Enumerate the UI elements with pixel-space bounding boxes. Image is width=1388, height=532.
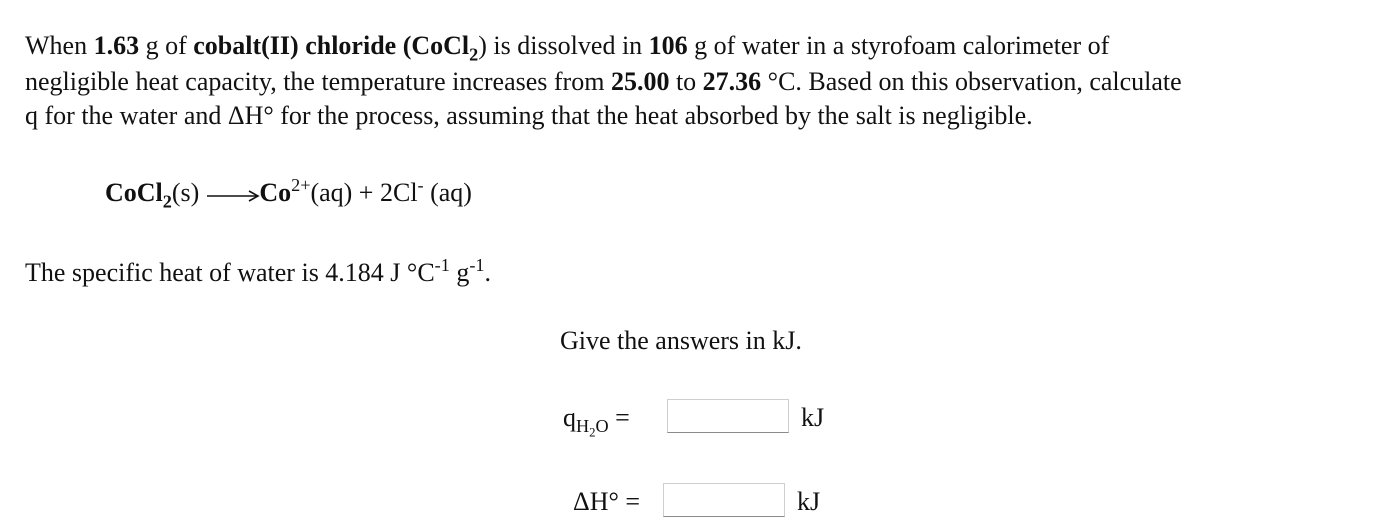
reaction-arrow-icon [205,182,261,208]
text-fragment: g [449,258,470,287]
text-fragment: g of [139,31,194,60]
label-sub-o: O [595,416,609,437]
salt-mass-value: 1.63 [93,31,140,60]
salt-name: cobalt(II) chloride [193,31,397,60]
water-mass-value: 106 [648,31,688,60]
final-temperature-value: 27.36 [702,67,762,96]
equals-sign: = [608,403,630,432]
product-text: (aq) + 2Cl [310,178,418,207]
text-fragment: . [484,258,491,287]
reactant-state: (s) [171,178,200,207]
specific-heat-statement [25,255,491,288]
problem-statement [25,26,1370,136]
answer-instruction: Give the answers in kJ. [560,326,802,355]
salt-formula-subscript: 2 [469,44,479,65]
product-cation: Co [259,178,292,207]
reactant-formula: CoCl [105,178,163,207]
delta-h-label: ΔH° = [573,487,641,516]
exponent: -1 [434,255,450,275]
q-water-label [563,403,630,440]
cation-charge: 2+ [291,175,311,195]
salt-formula: (CoCl [396,31,470,60]
problem-line-3: q for the water and ΔH° for the process, assuming that the heat absorbed by the salt is negligible. [25,101,1033,130]
anion-state: (aq) [423,178,472,207]
anion-charge: - [417,175,424,195]
label-sub-2: 2 [589,425,596,440]
q-water-input[interactable] [667,399,789,433]
text-fragment: g of water in a styrofoam calorimeter of [687,31,1110,60]
q-water-unit: kJ [801,403,825,432]
text-fragment: °C. Based on this observation, calculate [761,67,1182,96]
problem-line-1 [25,26,1370,66]
text-fragment: to [669,67,703,96]
delta-h-input[interactable] [663,483,785,517]
dissolution-equation [105,175,472,212]
text-fragment: negligible heat capacity, the temperature increases from [25,67,611,96]
text-fragment: When [25,31,94,60]
initial-temperature-value: 25.00 [610,67,670,96]
text-fragment: The specific heat of water is 4.184 J °C [25,258,435,287]
text-fragment: ) is dissolved in [478,31,649,60]
reactant-subscript: 2 [162,191,172,212]
label-q: q [563,403,576,432]
label-sub-h: H [576,416,590,437]
exponent: -1 [469,255,485,275]
delta-h-unit: kJ [797,487,821,516]
